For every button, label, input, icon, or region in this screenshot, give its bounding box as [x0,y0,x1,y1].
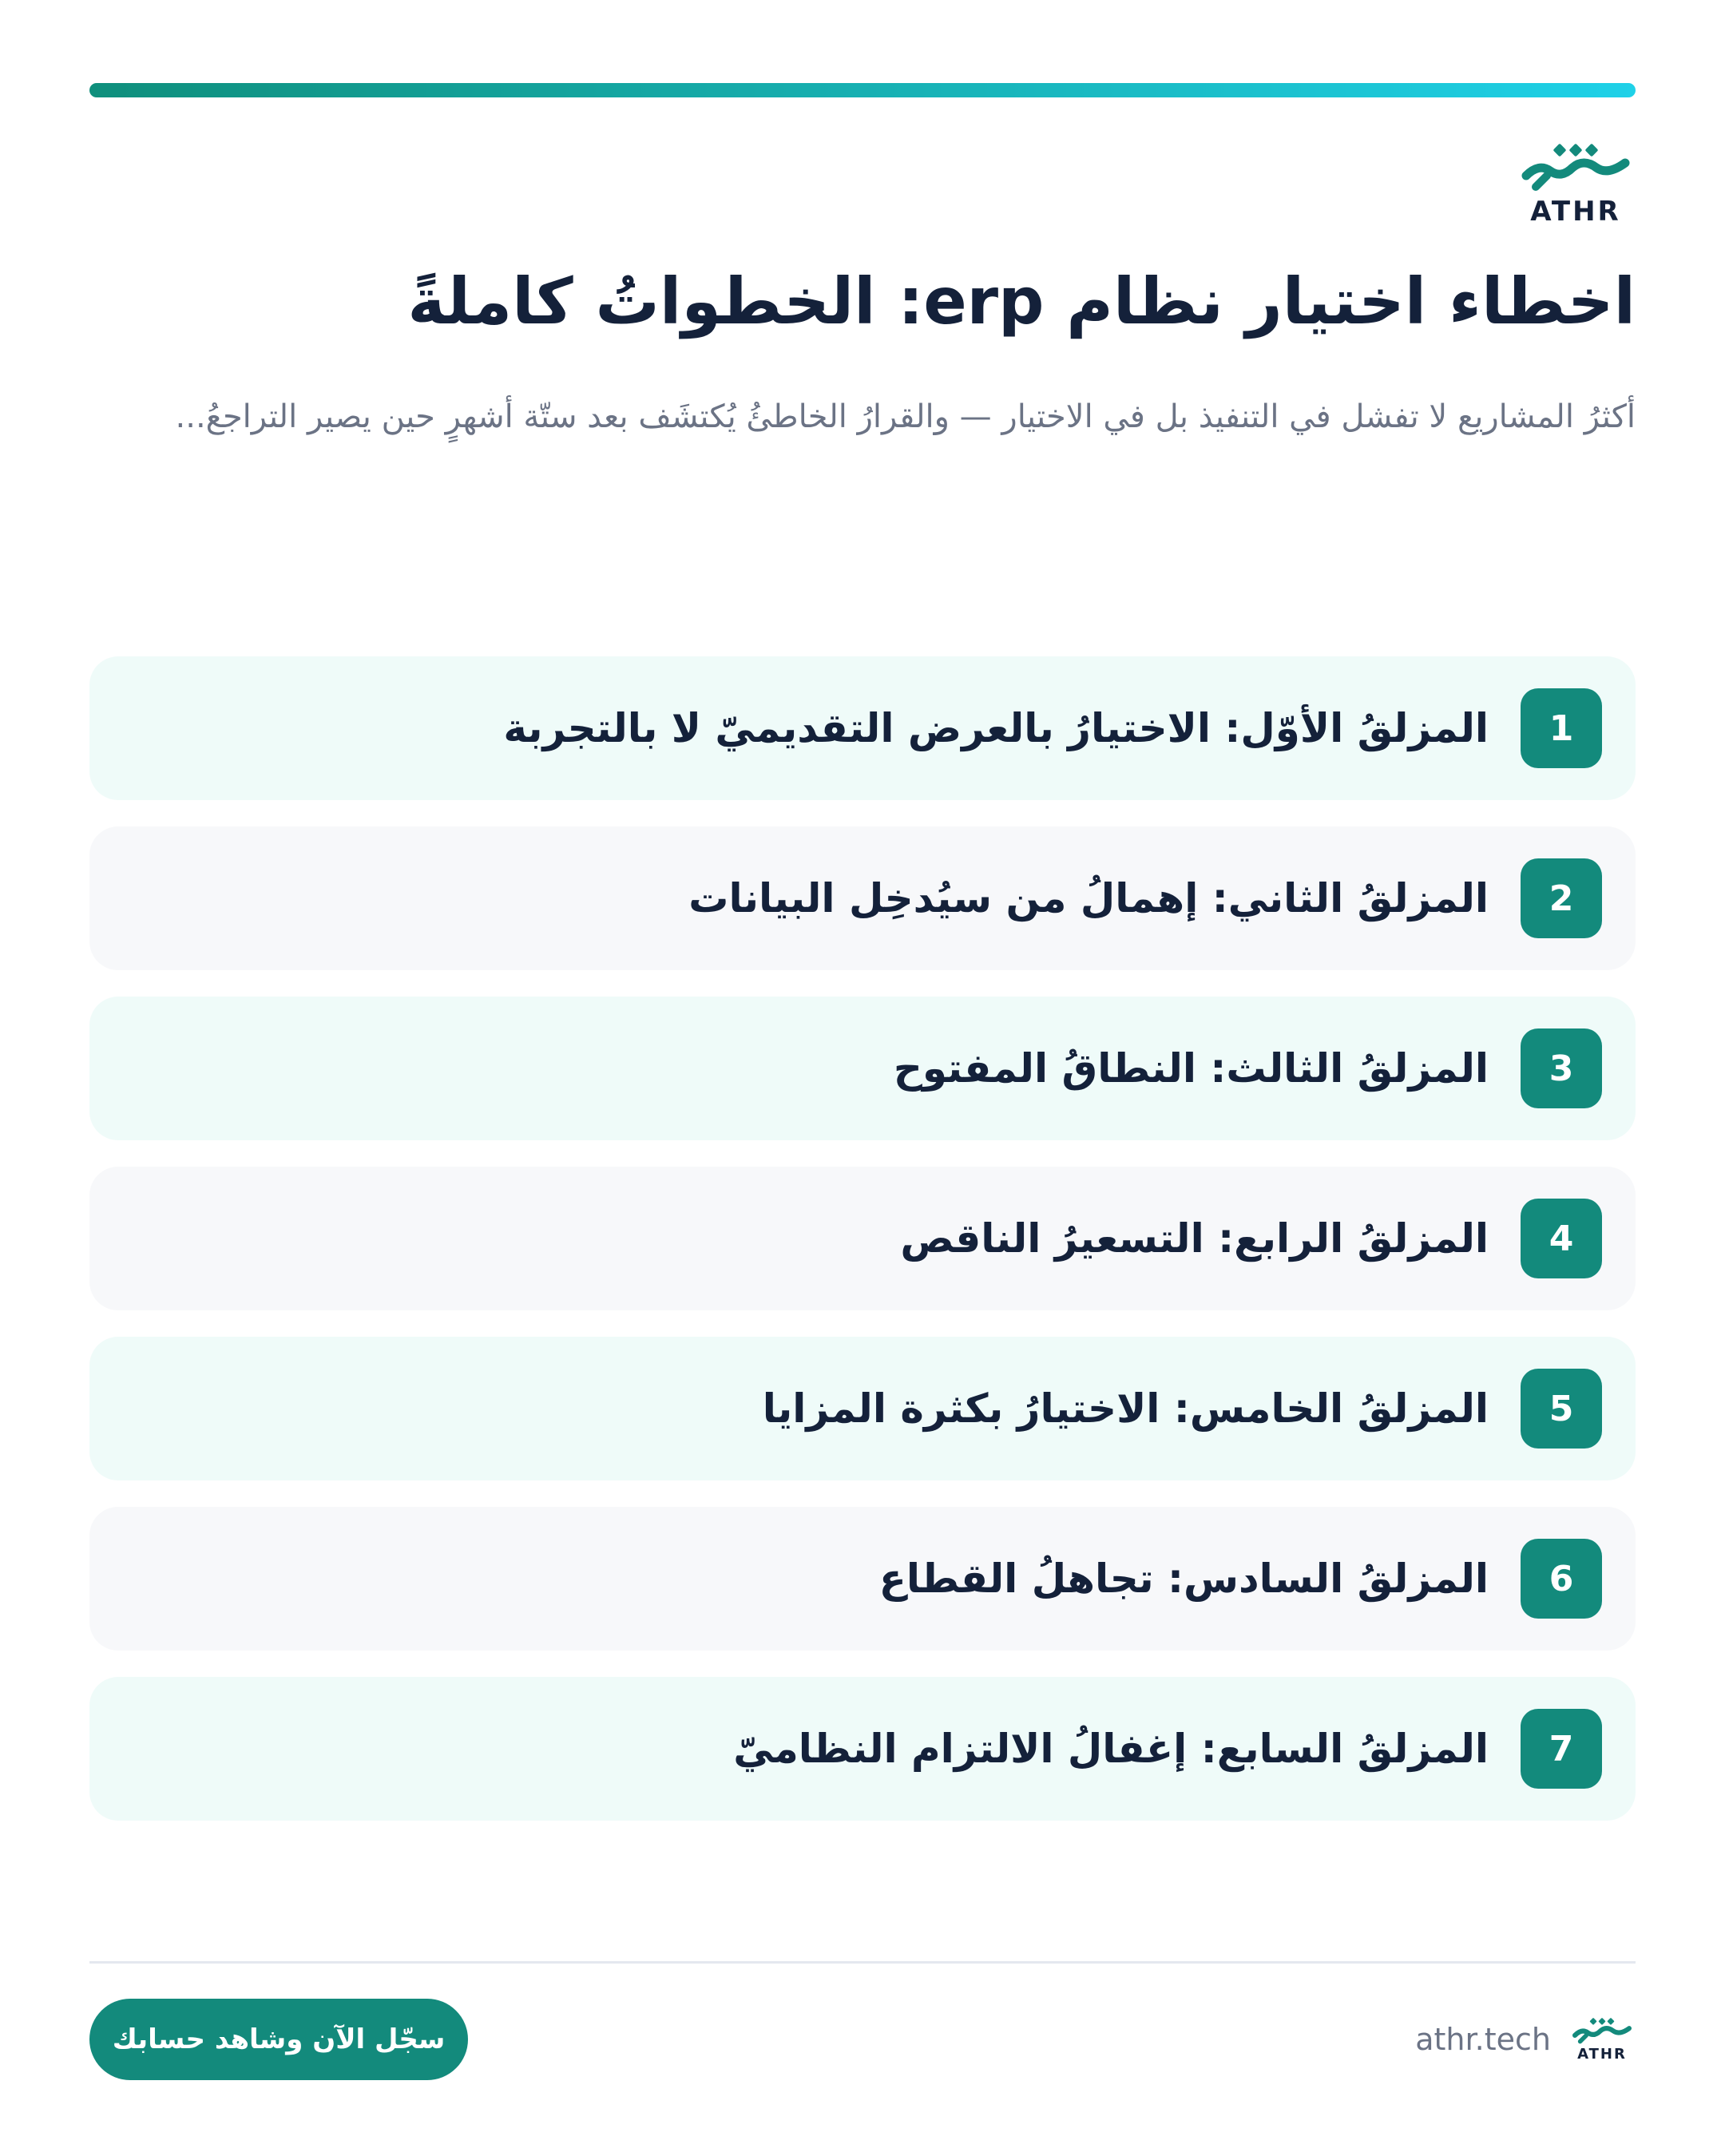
step-number-badge: 7 [1521,1709,1602,1789]
step-label: المزلقُ الثالث: النطاقُ المفتوح [893,1045,1489,1092]
step-card-4 [89,1167,1636,1310]
step-number-badge: 4 [1521,1199,1602,1278]
step-card-1 [89,656,1636,800]
footer-brand [1415,2015,1636,2063]
step-label: المزلقُ السابع: إغفالُ الالتزام النظاميّ [733,1726,1489,1772]
step-number-badge: 3 [1521,1028,1602,1108]
footer-divider [89,1961,1636,1964]
step-number-badge: 6 [1521,1539,1602,1619]
step-number-badge: 5 [1521,1369,1602,1449]
page-subtitle: أكثرُ المشاريع لا تفشل في التنفيذ بل في الاختيار — والقرارُ الخاطئُ يُكتشَف بعد ستّة أشهرٍ حين يصير التراجعُ... [175,398,1636,435]
step-label: المزلقُ الخامس: الاختيارُ بكثرة المزايا [762,1385,1489,1432]
step-number-badge: 2 [1521,858,1602,938]
athr-logo-small-icon [1571,2018,1633,2045]
steps-list [89,656,1636,1847]
top-accent-bar [89,83,1636,97]
signup-cta-button[interactable]: سجّل الآن وشاهد حسابك [89,1999,468,2080]
step-number-badge: 1 [1521,688,1602,768]
brand-wordmark: ATHR [1530,196,1621,228]
step-card-5 [89,1337,1636,1480]
page-title: اخطاء اختيار نظام erp: الخطواتُ كاملةً [407,264,1636,339]
step-card-2 [89,826,1636,970]
brand-logo [1516,144,1636,228]
step-label: المزلقُ الرابع: التسعيرُ الناقص [900,1215,1489,1262]
step-card-7 [89,1677,1636,1821]
step-label: المزلقُ الثاني: إهمالُ من سيُدخِل البيانات [688,875,1489,921]
step-label: المزلقُ السادس: تجاهلُ القطاع [878,1556,1489,1602]
footer-logo [1568,2018,1636,2062]
step-card-3 [89,997,1636,1140]
footer-wordmark: ATHR [1577,2045,1627,2063]
athr-logo-icon [1520,144,1632,193]
step-label: المزلقُ الأوّل: الاختيارُ بالعرض التقديميّ لا بالتجربة [503,705,1489,751]
site-url[interactable]: athr.tech [1415,2022,1551,2057]
step-card-6 [89,1507,1636,1651]
